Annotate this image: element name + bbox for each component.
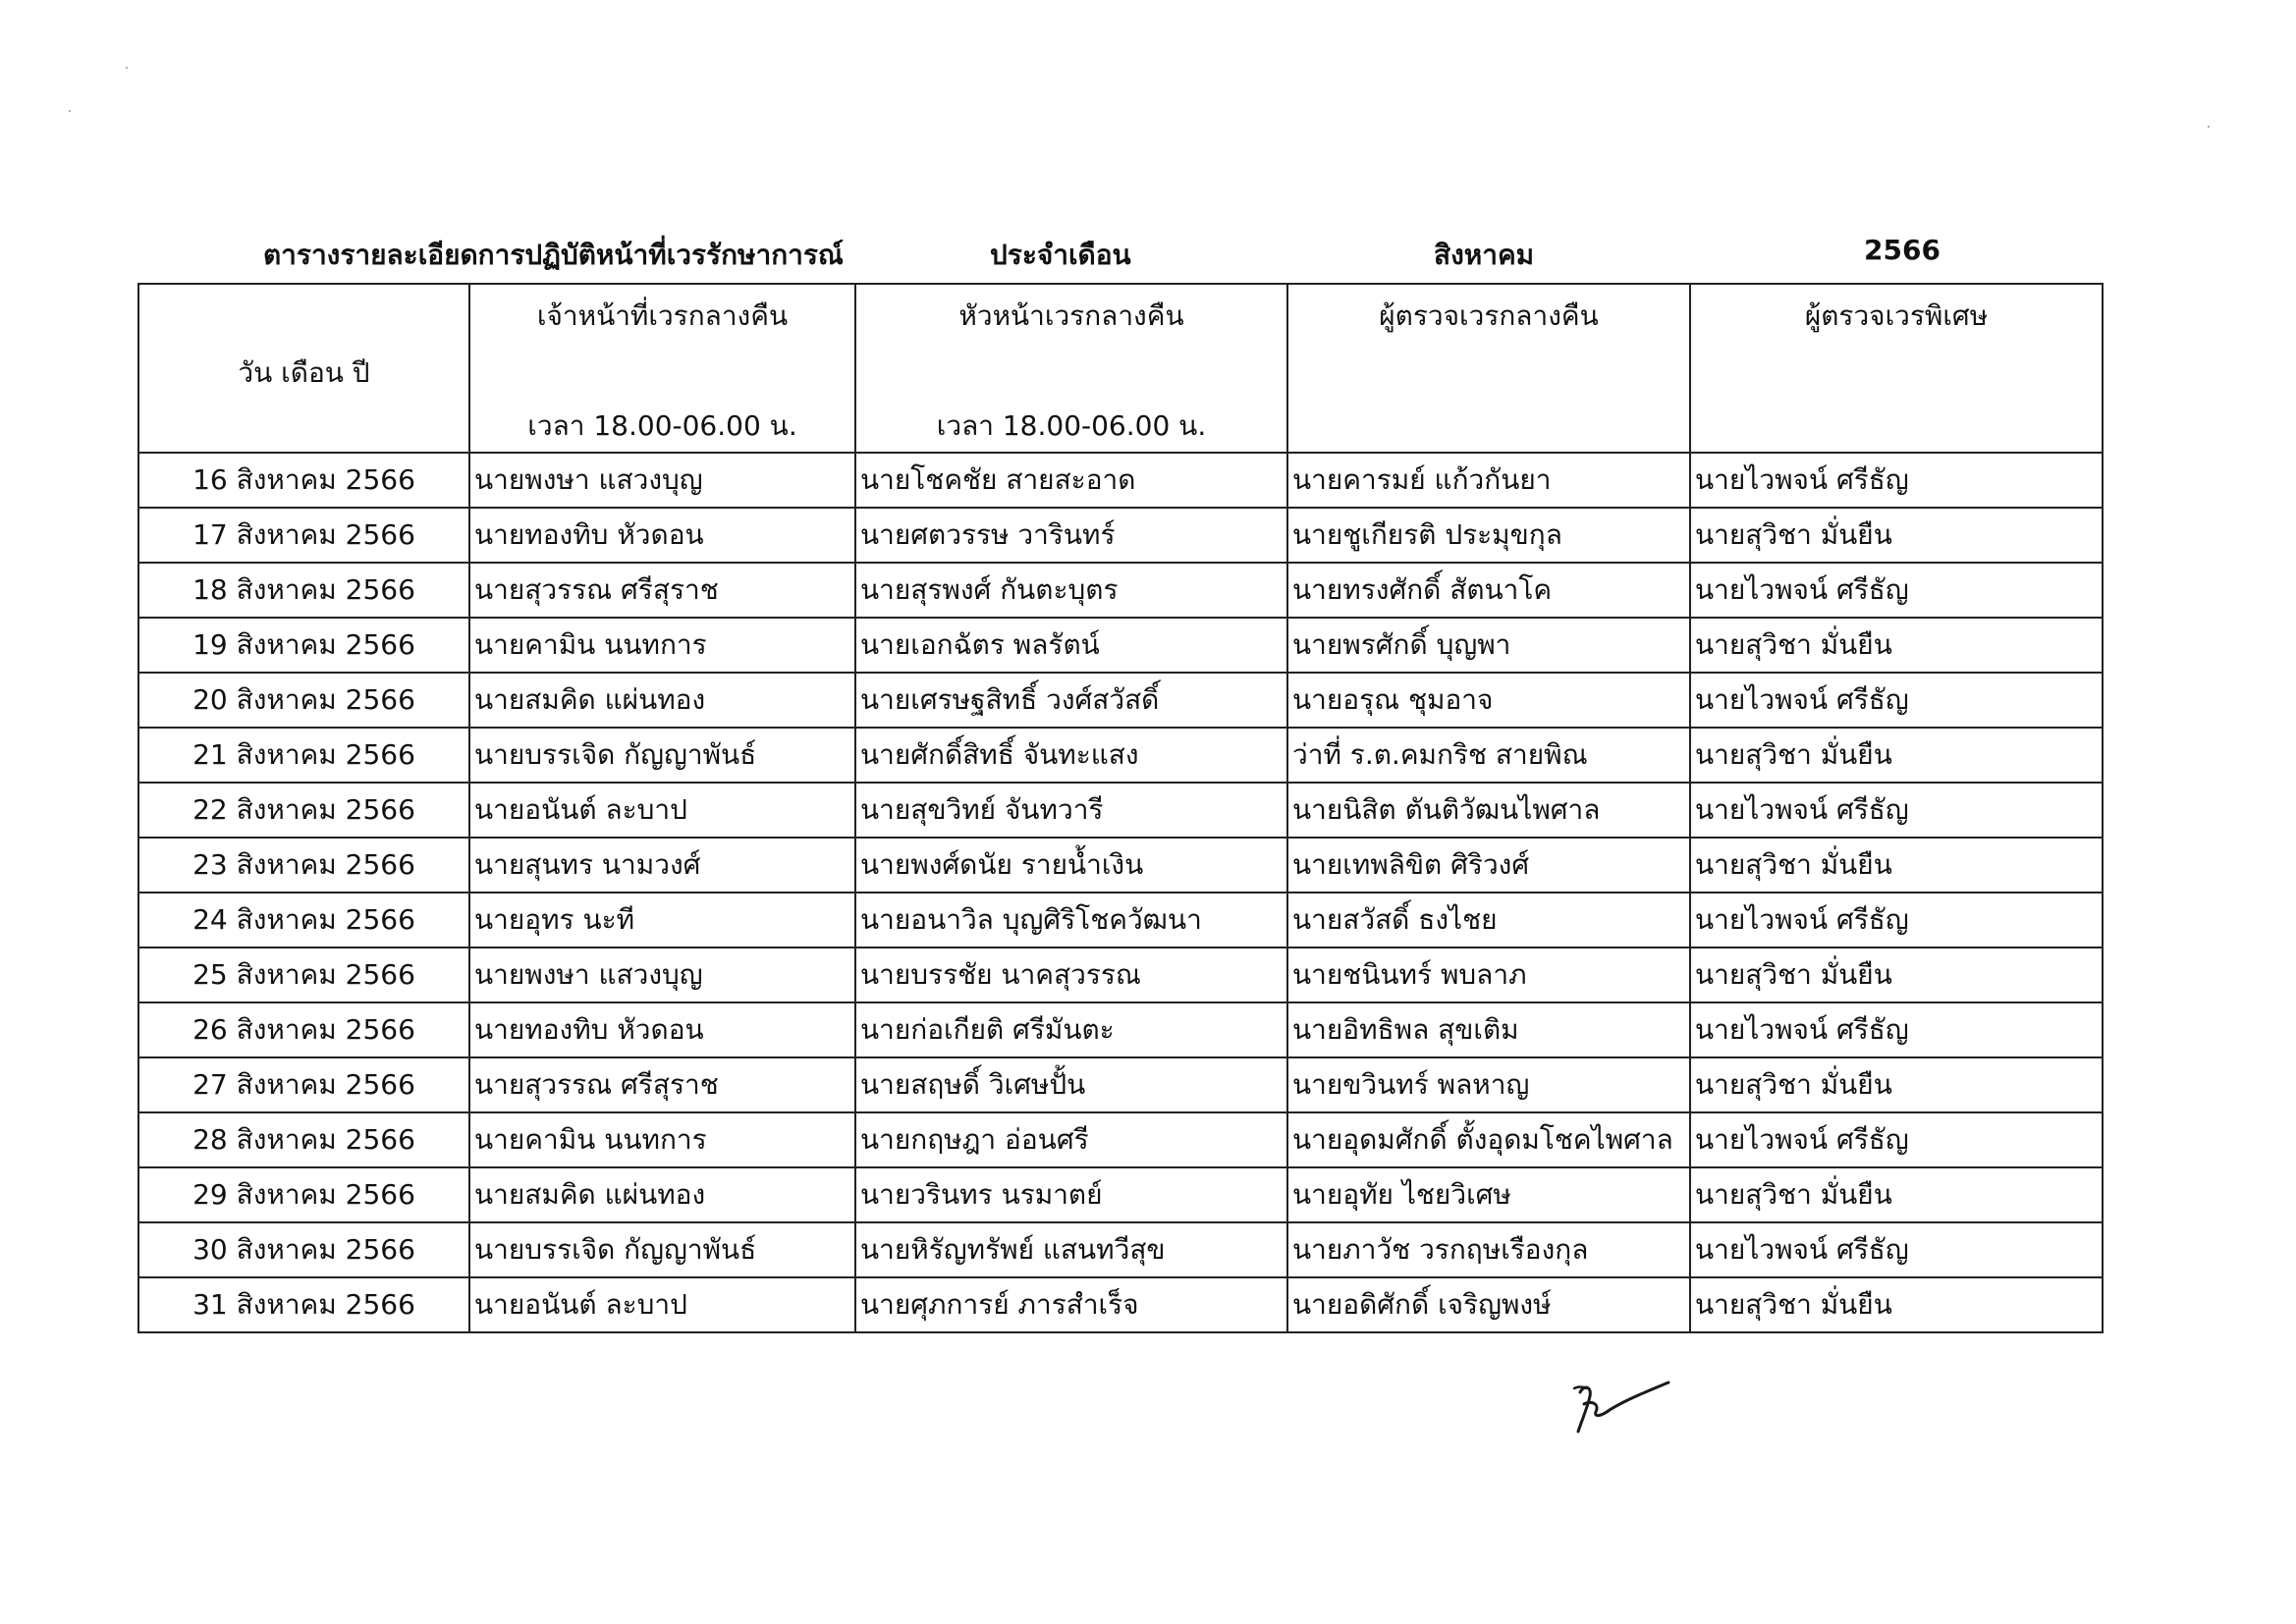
table-row bbox=[138, 1112, 2103, 1167]
month-label: ประจำเดือน bbox=[990, 239, 1131, 271]
table-row bbox=[138, 1277, 2103, 1332]
cell-inspector: นายพรศักดิ์ บุญพา bbox=[1287, 618, 1690, 673]
cell-inspector: นายอดิศักดิ์ เจริญพงษ์ bbox=[1287, 1277, 1690, 1332]
table-row bbox=[138, 728, 2103, 783]
cell-special: นายไวพจน์ ศรีธัญ bbox=[1690, 563, 2103, 618]
cell-special: นายสุวิชา มั่นยืน bbox=[1690, 618, 2103, 673]
cell-officer: นายสุวรรณ ศรีสุราช bbox=[469, 563, 855, 618]
scan-speck bbox=[2208, 126, 2210, 128]
cell-date: 23 สิงหาคม 2566 bbox=[138, 838, 469, 893]
table-row bbox=[138, 783, 2103, 838]
cell-special: นายไวพจน์ ศรีธัญ bbox=[1690, 673, 2103, 728]
cell-inspector: นายอิทธิพล สุขเติม bbox=[1287, 1002, 1690, 1057]
cell-head: นายศุภการย์ ภารสำเร็จ bbox=[855, 1277, 1287, 1332]
cell-date: 30 สิงหาคม 2566 bbox=[138, 1222, 469, 1277]
cell-head: นายวรินทร นรมาตย์ bbox=[855, 1167, 1287, 1222]
cell-date: 19 สิงหาคม 2566 bbox=[138, 618, 469, 673]
cell-head: นายสุรพงศ์ กันตะบุตร bbox=[855, 563, 1287, 618]
cell-inspector: นายคารมย์ แก้วกันยา bbox=[1287, 453, 1690, 508]
cell-inspector: นายเทพลิขิต ศิริวงศ์ bbox=[1287, 838, 1690, 893]
table-row bbox=[138, 1167, 2103, 1222]
duty-schedule-table bbox=[137, 283, 2104, 1333]
cell-officer: นายคามิน นนทการ bbox=[469, 618, 855, 673]
table-header-row bbox=[138, 284, 2103, 453]
cell-special: นายไวพจน์ ศรีธัญ bbox=[1690, 1002, 2103, 1057]
table-row bbox=[138, 563, 2103, 618]
cell-special: นายไวพจน์ ศรีธัญ bbox=[1690, 783, 2103, 838]
header-inspector-label: ผู้ตรวจเวรกลางคืน bbox=[1379, 299, 1599, 332]
cell-special: นายสุวิชา มั่นยืน bbox=[1690, 508, 2103, 563]
cell-inspector: นายนิสิต ตันติวัฒนไพศาล bbox=[1287, 783, 1690, 838]
cell-officer: นายสุนทร นามวงศ์ bbox=[469, 838, 855, 893]
table-row bbox=[138, 508, 2103, 563]
cell-head: นายเอกฉัตร พลรัตน์ bbox=[855, 618, 1287, 673]
cell-special: นายสุวิชา มั่นยืน bbox=[1690, 947, 2103, 1002]
cell-date: 16 สิงหาคม 2566 bbox=[138, 453, 469, 508]
document-title: ตารางรายละเอียดการปฏิบัติหน้าที่เวรรักษาการณ์ bbox=[263, 239, 844, 271]
cell-date: 21 สิงหาคม 2566 bbox=[138, 728, 469, 783]
year-value: 2566 bbox=[1864, 234, 1941, 266]
header-special bbox=[1690, 284, 2103, 453]
cell-officer: นายพงษา แสวงบุญ bbox=[469, 947, 855, 1002]
cell-inspector: นายชูเกียรติ ประมุขกุล bbox=[1287, 508, 1690, 563]
cell-special: นายสุวิชา มั่นยืน bbox=[1690, 1167, 2103, 1222]
header-head-label: หัวหน้าเวรกลางคืน bbox=[958, 299, 1184, 332]
cell-date: 24 สิงหาคม 2566 bbox=[138, 893, 469, 947]
header-inspector bbox=[1287, 284, 1690, 453]
table-row bbox=[138, 838, 2103, 893]
scan-speck bbox=[69, 110, 71, 112]
cell-inspector: นายภาวัช วรกฤษเรืองกุล bbox=[1287, 1222, 1690, 1277]
cell-date: 18 สิงหาคม 2566 bbox=[138, 563, 469, 618]
table-row bbox=[138, 947, 2103, 1002]
cell-inspector: นายอุทัย ไชยวิเศษ bbox=[1287, 1167, 1690, 1222]
cell-officer: นายพงษา แสวงบุญ bbox=[469, 453, 855, 508]
header-officer bbox=[469, 284, 855, 453]
table-row bbox=[138, 453, 2103, 508]
cell-special: นายสุวิชา มั่นยืน bbox=[1690, 728, 2103, 783]
cell-officer: นายทองทิบ หัวดอน bbox=[469, 1002, 855, 1057]
cell-inspector: นายอุดมศักดิ์ ตั้งอุดมโชคไพศาล bbox=[1287, 1112, 1690, 1167]
cell-special: นายไวพจน์ ศรีธัญ bbox=[1690, 1222, 2103, 1277]
cell-inspector: นายสวัสดิ์ ธงไชย bbox=[1287, 893, 1690, 947]
table-row bbox=[138, 1057, 2103, 1112]
cell-inspector: นายอรุณ ชุมอาจ bbox=[1287, 673, 1690, 728]
cell-special: นายไวพจน์ ศรีธัญ bbox=[1690, 453, 2103, 508]
cell-head: นายสฤษดิ์ วิเศษปั้น bbox=[855, 1057, 1287, 1112]
cell-head: นายโชคชัย สายสะอาด bbox=[855, 453, 1287, 508]
cell-special: นายสุวิชา มั่นยืน bbox=[1690, 838, 2103, 893]
header-officer-time: เวลา 18.00-06.00 น. bbox=[527, 409, 797, 442]
cell-special: นายไวพจน์ ศรีธัญ bbox=[1690, 1112, 2103, 1167]
cell-special: นายสุวิชา มั่นยืน bbox=[1690, 1057, 2103, 1112]
cell-date: 25 สิงหาคม 2566 bbox=[138, 947, 469, 1002]
cell-head: นายพงศ์ดนัย รายน้ำเงิน bbox=[855, 838, 1287, 893]
document-header bbox=[137, 234, 2102, 283]
cell-head: นายศักดิ์สิทธิ์ จันทะแสง bbox=[855, 728, 1287, 783]
cell-head: นายสุขวิทย์ จันทวารี bbox=[855, 783, 1287, 838]
cell-date: 17 สิงหาคม 2566 bbox=[138, 508, 469, 563]
header-date bbox=[138, 284, 469, 453]
cell-inspector: ว่าที่ ร.ต.คมกริช สายพิณ bbox=[1287, 728, 1690, 783]
cell-special: นายสุวิชา มั่นยืน bbox=[1690, 1277, 2103, 1332]
cell-inspector: นายชนินทร์ พบลาภ bbox=[1287, 947, 1690, 1002]
cell-date: 28 สิงหาคม 2566 bbox=[138, 1112, 469, 1167]
header-date-label: วัน เดือน ปี bbox=[238, 356, 370, 389]
cell-head: นายเศรษฐสิทธิ์ วงศ์สวัสดิ์ bbox=[855, 673, 1287, 728]
cell-date: 20 สิงหาคม 2566 bbox=[138, 673, 469, 728]
cell-officer: นายอนันต์ ละบาป bbox=[469, 1277, 855, 1332]
table-row bbox=[138, 618, 2103, 673]
cell-officer: นายทองทิบ หัวดอน bbox=[469, 508, 855, 563]
cell-inspector: นายขวินทร์ พลหาญ bbox=[1287, 1057, 1690, 1112]
header-head bbox=[855, 284, 1287, 453]
cell-officer: นายสมคิด แผ่นทอง bbox=[469, 1167, 855, 1222]
cell-head: นายอนาวิล บุญศิริโชควัฒนา bbox=[855, 893, 1287, 947]
cell-date: 22 สิงหาคม 2566 bbox=[138, 783, 469, 838]
table-row bbox=[138, 893, 2103, 947]
cell-date: 29 สิงหาคม 2566 bbox=[138, 1167, 469, 1222]
cell-officer: นายบรรเจิด กัญญาพันธ์ bbox=[469, 1222, 855, 1277]
handwritten-signature bbox=[1566, 1375, 1674, 1443]
cell-head: นายหิรัญทรัพย์ แสนทวีสุข bbox=[855, 1222, 1287, 1277]
scan-speck bbox=[126, 67, 128, 69]
table-row bbox=[138, 673, 2103, 728]
cell-officer: นายสุวรรณ ศรีสุราช bbox=[469, 1057, 855, 1112]
table-row bbox=[138, 1002, 2103, 1057]
month-value: สิงหาคม bbox=[1434, 239, 1535, 271]
header-special-label: ผู้ตรวจเวรพิเศษ bbox=[1804, 299, 1989, 332]
cell-inspector: นายทรงศักดิ์ สัตนาโค bbox=[1287, 563, 1690, 618]
cell-officer: นายอุทร นะที bbox=[469, 893, 855, 947]
cell-date: 26 สิงหาคม 2566 bbox=[138, 1002, 469, 1057]
header-officer-label: เจ้าหน้าที่เวรกลางคืน bbox=[536, 299, 789, 332]
cell-officer: นายอนันต์ ละบาป bbox=[469, 783, 855, 838]
cell-head: นายศตวรรษ วารินทร์ bbox=[855, 508, 1287, 563]
cell-date: 31 สิงหาคม 2566 bbox=[138, 1277, 469, 1332]
table-row bbox=[138, 1222, 2103, 1277]
cell-head: นายบรรชัย นาคสุวรรณ bbox=[855, 947, 1287, 1002]
cell-head: นายกฤษฎา อ่อนศรี bbox=[855, 1112, 1287, 1167]
cell-officer: นายสมคิด แผ่นทอง bbox=[469, 673, 855, 728]
cell-date: 27 สิงหาคม 2566 bbox=[138, 1057, 469, 1112]
cell-special: นายไวพจน์ ศรีธัญ bbox=[1690, 893, 2103, 947]
cell-officer: นายบรรเจิด กัญญาพันธ์ bbox=[469, 728, 855, 783]
cell-head: นายก่อเกียติ ศรีมันตะ bbox=[855, 1002, 1287, 1057]
cell-officer: นายคามิน นนทการ bbox=[469, 1112, 855, 1167]
header-head-time: เวลา 18.00-06.00 น. bbox=[936, 409, 1207, 442]
